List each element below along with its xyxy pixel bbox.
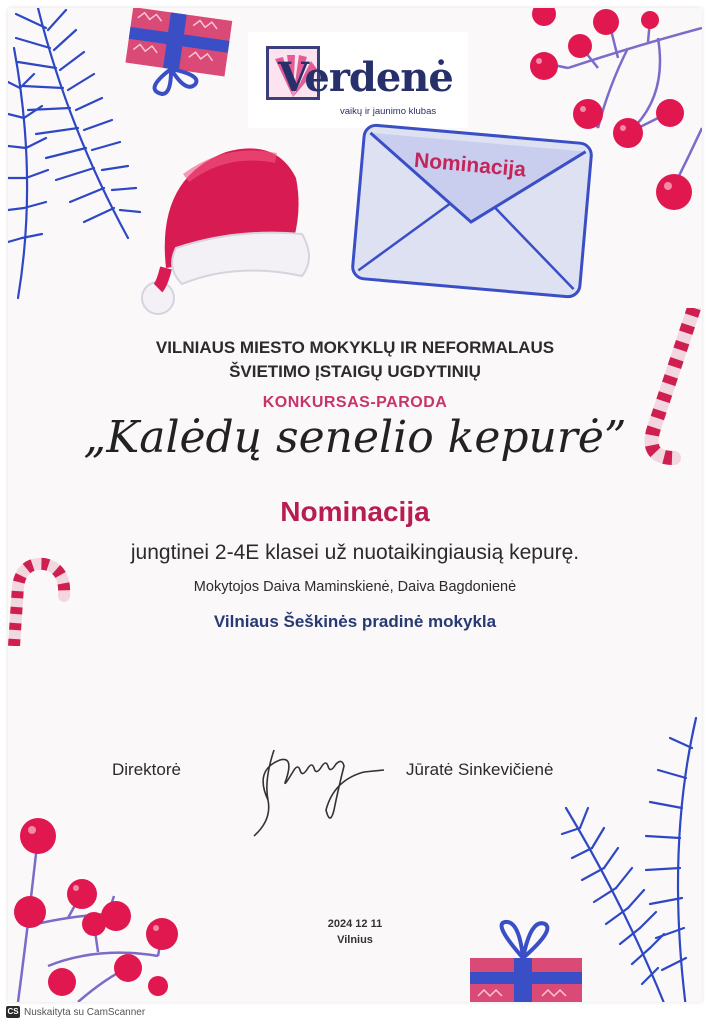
contest-title: „Kalėdų senelio kepurė” bbox=[83, 412, 627, 463]
candy-cane-left-icon bbox=[8, 556, 78, 646]
handwritten-signature bbox=[234, 730, 394, 840]
santa-hat-icon bbox=[126, 138, 316, 318]
certificate-sheet bbox=[8, 8, 702, 1002]
award-text: jungtinei 2-4E klasei už nuotaikingiausią kepurę. bbox=[130, 541, 580, 564]
nomination-heading: Nominacija bbox=[280, 496, 430, 527]
logo-name: Verdenė bbox=[278, 54, 453, 101]
envelope-label: Nominacija bbox=[413, 148, 527, 182]
organization-logo bbox=[248, 32, 468, 128]
heading-line-1: VILNIAUS MIESTO MOKYKLŲ IR NEFORMALAUS bbox=[155, 338, 555, 357]
gift-box-bottom bbox=[462, 918, 592, 1002]
gift-box-top bbox=[120, 8, 240, 98]
issue-city: Vilnius bbox=[337, 934, 373, 946]
envelope-illustration bbox=[347, 120, 596, 302]
contest-label: KONKURSAS-PARODA bbox=[262, 394, 448, 411]
issue-date: 2024 12 11 bbox=[327, 918, 383, 930]
logo-subtitle: vaikų ir jaunimo klubas bbox=[340, 106, 437, 117]
scanner-watermark bbox=[6, 1005, 145, 1019]
scanner-text: Nuskaityta su CamScanner bbox=[24, 1006, 146, 1018]
school-name: Vilniaus Šeškinės pradinė mokykla bbox=[213, 612, 497, 631]
director-name: Jūratė Sinkevičienė bbox=[406, 760, 554, 779]
camscanner-icon: CS bbox=[7, 1007, 19, 1016]
director-label: Direktorė bbox=[112, 760, 181, 779]
teachers-line: Mokytojos Daiva Maminskienė, Daiva Bagdonienė bbox=[193, 579, 517, 595]
heading-line-2: ŠVIETIMO ĮSTAIGŲ UGDYTINIŲ bbox=[229, 362, 481, 381]
berries-bottom-left bbox=[8, 806, 208, 1002]
